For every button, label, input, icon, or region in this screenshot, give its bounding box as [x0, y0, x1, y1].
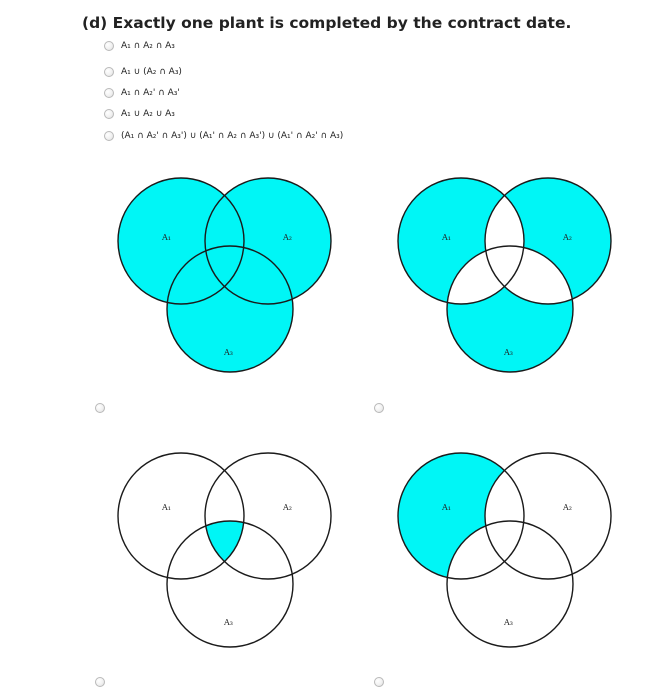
- label-a1: A₁: [442, 233, 451, 242]
- option-5[interactable]: [104, 127, 343, 145]
- label-a1: A₁: [442, 503, 451, 512]
- label-a2: A₂: [283, 503, 292, 512]
- label-a2: A₂: [563, 233, 572, 242]
- option-4-radio[interactable]: [104, 109, 114, 119]
- circle-a1-outline: [118, 453, 244, 579]
- venn-a1-only-svg: [395, 450, 615, 670]
- region-a3-only: [375, 155, 635, 415]
- option-3-radio[interactable]: [104, 88, 114, 98]
- shaded-regions: [375, 155, 635, 415]
- diagram-choice-4-radio[interactable]: [374, 677, 384, 687]
- shaded-regions: [375, 430, 635, 690]
- venn-diagram-a1-only: [395, 450, 615, 670]
- label-a2: A₂: [283, 233, 292, 242]
- venn-exactly-one-svg: [395, 175, 615, 395]
- option-3[interactable]: [104, 84, 180, 102]
- option-1-radio[interactable]: [104, 41, 114, 51]
- option-4-label: A₁ ∪ A₂ ∪ A₃: [121, 109, 175, 119]
- venn-union-svg: [115, 175, 335, 395]
- option-2-label: A₁ ∪ (A₂ ∩ A₃): [121, 67, 182, 77]
- label-a1: A₁: [162, 233, 171, 242]
- venn-diagram-intersection: [115, 450, 335, 670]
- region-a1-only: [375, 430, 635, 690]
- option-4[interactable]: [104, 105, 175, 123]
- diagram-choice-1-radio[interactable]: [95, 403, 105, 413]
- option-2-radio[interactable]: [104, 67, 114, 77]
- option-1[interactable]: [104, 37, 175, 55]
- circle-a2-outline: [205, 453, 331, 579]
- label-a3: A₃: [224, 348, 233, 357]
- option-3-label: A₁ ∩ A₂' ∩ A₃': [121, 88, 180, 98]
- option-1-label: A₁ ∩ A₂ ∩ A₃: [121, 41, 175, 51]
- venn-diagram-union: [115, 175, 335, 395]
- label-a1: A₁: [162, 503, 171, 512]
- question-title: (d) Exactly one plant is completed by the contract date.: [82, 14, 572, 32]
- option-5-radio[interactable]: [104, 131, 114, 141]
- label-a3: A₃: [224, 618, 233, 627]
- venn-intersection-svg: [115, 450, 335, 670]
- shaded-regions: [118, 178, 331, 372]
- option-5-label: (A₁ ∩ A₂' ∩ A₃') ∪ (A₁' ∩ A₂ ∩ A₃') ∪ (A₁' ∩ A₂' ∩ A₃): [121, 131, 344, 141]
- venn-diagram-exactly-one: [395, 175, 615, 395]
- label-a3: A₃: [504, 618, 513, 627]
- diagram-choice-3-radio[interactable]: [95, 677, 105, 687]
- option-2[interactable]: [104, 63, 182, 81]
- label-a2: A₂: [563, 503, 572, 512]
- diagram-choice-2-radio[interactable]: [374, 403, 384, 413]
- label-a3: A₃: [504, 348, 513, 357]
